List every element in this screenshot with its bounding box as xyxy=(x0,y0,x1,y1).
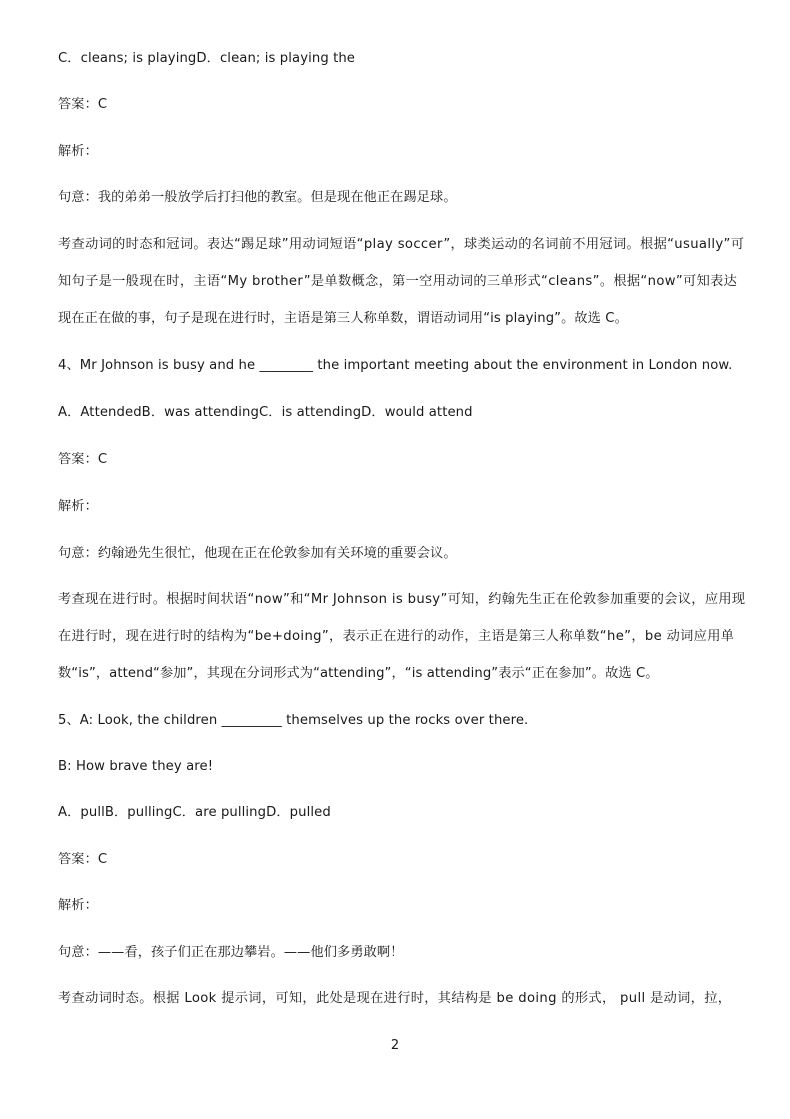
answer-line-q5: 答案：C xyxy=(58,852,108,867)
explanation-line-q3-1: 考查动词的时态和冠词。表达“踢足球”用动词短语“play soccer”，球类运动的名词前不用冠词。根据“usually”可 xyxy=(58,237,745,252)
explanation-line-q4-2: 在进行时，现在进行时的结构为“be+doing”，表示正在进行的动作，主语是第三人称单数“he”，be 动词应用单 xyxy=(58,629,735,644)
question-5: 5、A: Look, the children _________ themselves up the rocks over there. xyxy=(58,713,529,728)
explanation-line-q4-1: 考查现在进行时。根据时间状语“now”和“Mr Johnson is busy”可知，约翰先生正在伦敦参加重要的会议，应用现 xyxy=(58,592,746,607)
analysis-heading-q5: 解析： xyxy=(58,898,98,913)
explanation-line-q4-3: 数“is”，attend“参加”，其现在分词形式为“attending”，“is attending”表示“正在参加”。故选 C。 xyxy=(58,666,659,681)
page-number: 2 xyxy=(390,1038,400,1053)
question-5-reply: B: How brave they are! xyxy=(58,759,214,774)
question-4: 4、Mr Johnson is busy and he ________ the important meeting about the environment in London now. xyxy=(58,358,733,373)
answer-line-q4: 答案：C xyxy=(58,452,108,467)
explanation-line-q3-3: 现在正在做的事，句子是现在进行时，主语是第三人称单数，谓语动词用“is playing”。故选 C。 xyxy=(58,311,628,326)
sentence-meaning-q3: 句意：我的弟弟一般放学后打扫他的教室。但是现在他正在踢足球。 xyxy=(58,190,457,205)
explanation-line-q5-1: 考查动词时态。根据 Look 提示词，可知，此处是现在进行时，其结构是 be doing 的形式， pull 是动词，拉， xyxy=(58,991,732,1006)
analysis-heading-q4: 解析： xyxy=(58,499,98,514)
sentence-meaning-q4: 句意：约翰逊先生很忙，他现在正在伦敦参加有关环境的重要会议。 xyxy=(58,546,457,561)
analysis-heading-q3: 解析： xyxy=(58,144,98,159)
sentence-meaning-q5: 句意：——看，孩子们正在那边攀岩。——他们多勇敢啊！ xyxy=(58,945,404,960)
explanation-line-q3-2: 知句子是一般现在时，主语“My brother”是单数概念，第一空用动词的三单形式“cleans”。根据“now”可知表达 xyxy=(58,274,738,289)
option-line-q5: A．pullB．pullingC．are pullingD．pulled xyxy=(58,805,331,820)
option-line-q3: C．cleans; is playingD．clean; is playing the xyxy=(58,51,356,66)
answer-line-q3: 答案：C xyxy=(58,97,108,112)
option-line-q4: A．AttendedB．was attendingC．is attendingD．would attend xyxy=(58,405,473,420)
